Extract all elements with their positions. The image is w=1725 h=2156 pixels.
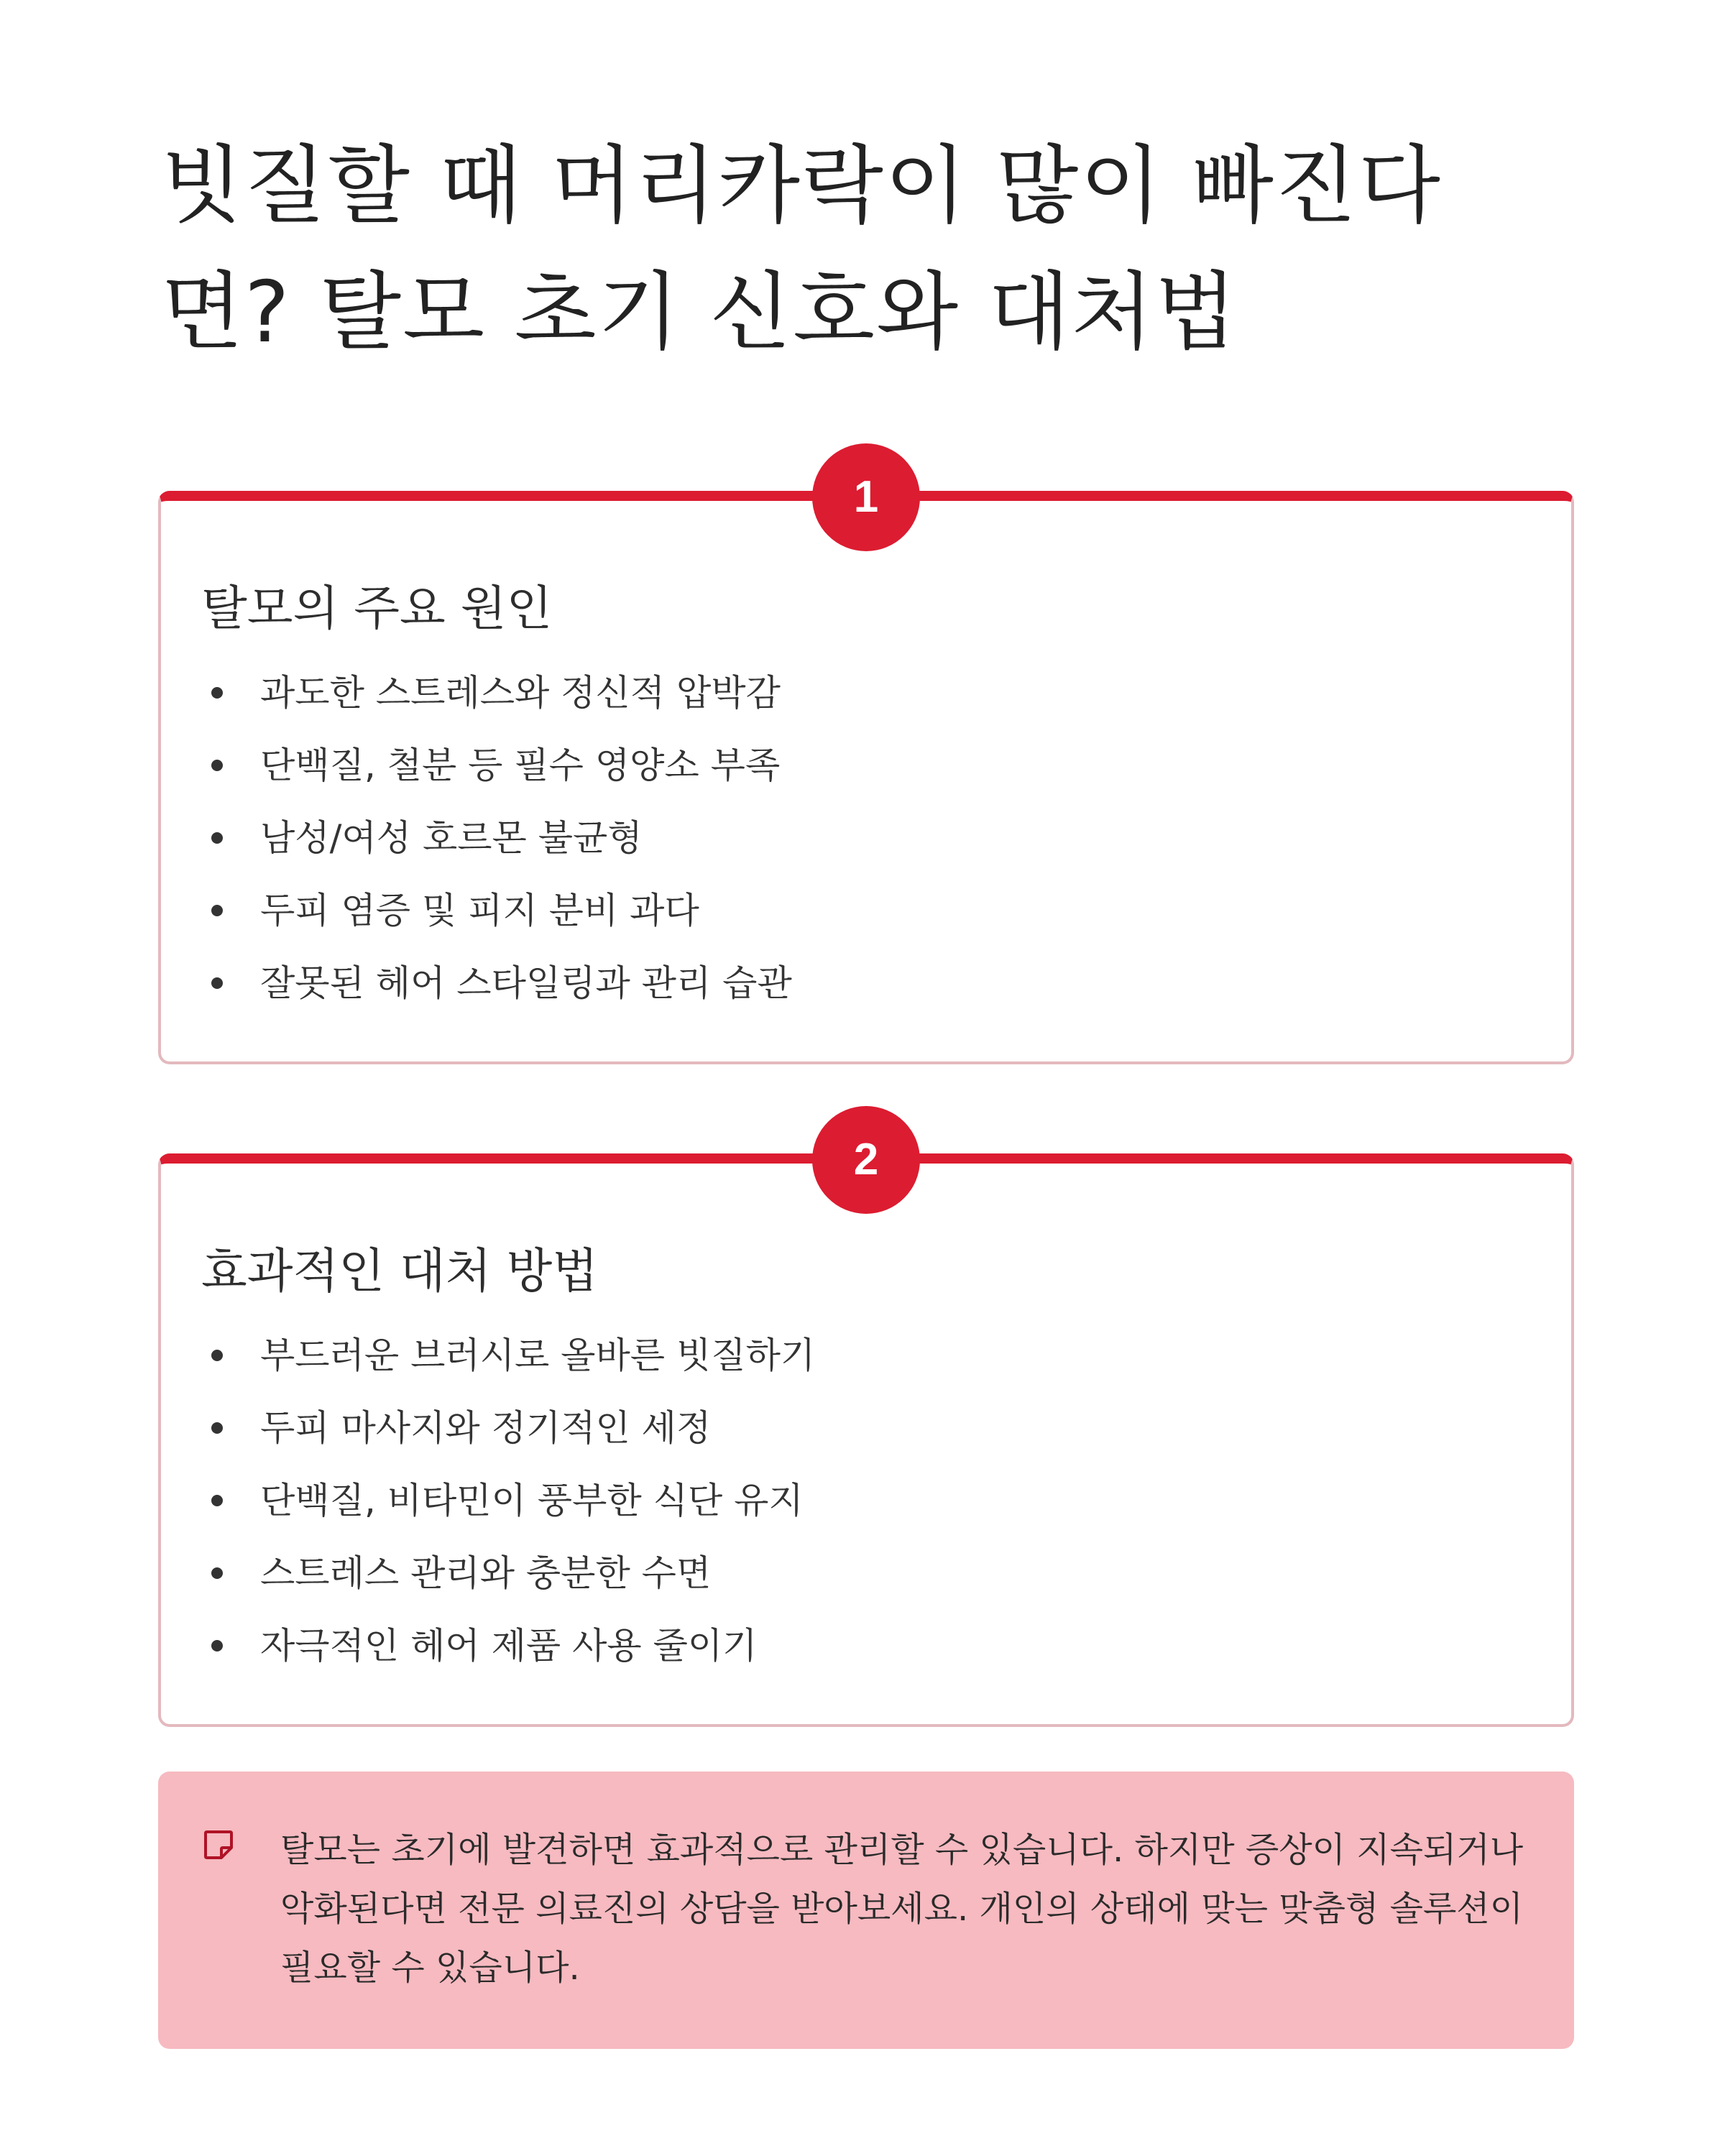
list-item-text: 단백질, 비타민이 풍부한 식단 유지	[260, 1480, 804, 1521]
list-item	[201, 1330, 815, 1403]
bullet-icon	[211, 1640, 223, 1651]
list-item-text: 자극적인 헤어 제품 사용 줄이기	[260, 1625, 758, 1667]
list-item-text: 두피 마사지와 정기적인 세정	[260, 1407, 712, 1449]
bullet-icon	[211, 760, 223, 771]
bullet-icon	[211, 687, 223, 699]
list-item-text: 단백질, 철분 등 필수 영양소 부족	[260, 745, 781, 786]
bullet-icon	[211, 1567, 223, 1579]
section-heading: 탈모의 주요 원인	[201, 581, 553, 636]
list-item	[201, 740, 792, 813]
list-item	[201, 668, 792, 740]
note-box	[158, 1772, 1574, 2049]
list-item	[201, 1403, 815, 1475]
section-number-badge: 1	[812, 443, 920, 551]
section-list	[201, 1330, 815, 1693]
list-item	[201, 958, 792, 1031]
section-card-solutions	[158, 1135, 1574, 1727]
list-item	[201, 885, 792, 958]
section-list	[201, 668, 792, 1031]
note-icon	[201, 1828, 236, 1862]
list-item	[201, 1475, 815, 1548]
list-item	[201, 813, 792, 885]
bullet-icon	[211, 977, 223, 989]
list-item-text: 스트레스 관리와 충분한 수면	[260, 1552, 712, 1594]
bullet-icon	[211, 1350, 223, 1361]
bullet-icon	[211, 832, 223, 844]
note-text: 탈모는 초기에 발견하면 효과적으로 관리할 수 있습니다. 하지만 증상이 지속되거나 악화된다면 전문 의료진의 상담을 받아보세요. 개인의 상태에 맞는 맞춤형 솔루션이 필요할 수 있습니다.	[280, 1830, 1524, 1988]
list-item-text: 남성/여성 호르몬 불균형	[260, 817, 643, 859]
list-item-text: 잘못된 헤어 스타일링과 관리 습관	[260, 962, 792, 1004]
list-item-text: 부드러운 브러시로 올바른 빗질하기	[260, 1335, 816, 1376]
bullet-icon	[211, 905, 223, 916]
list-item	[201, 1621, 815, 1693]
bullet-icon	[211, 1495, 223, 1506]
section-card-causes	[158, 472, 1574, 1064]
list-item-text: 두피 염증 및 피지 분비 과다	[260, 890, 699, 931]
section-heading: 효과적인 대처 방법	[201, 1243, 599, 1299]
page-title: 빗질할 때 머리카락이 많이 빠진다면? 탈모 초기 신호와 대처법	[161, 136, 1442, 361]
bullet-icon	[211, 1422, 223, 1434]
list-item	[201, 1548, 815, 1621]
section-number-badge: 2	[812, 1106, 920, 1214]
list-item-text: 과도한 스트레스와 정신적 압박감	[260, 672, 781, 714]
